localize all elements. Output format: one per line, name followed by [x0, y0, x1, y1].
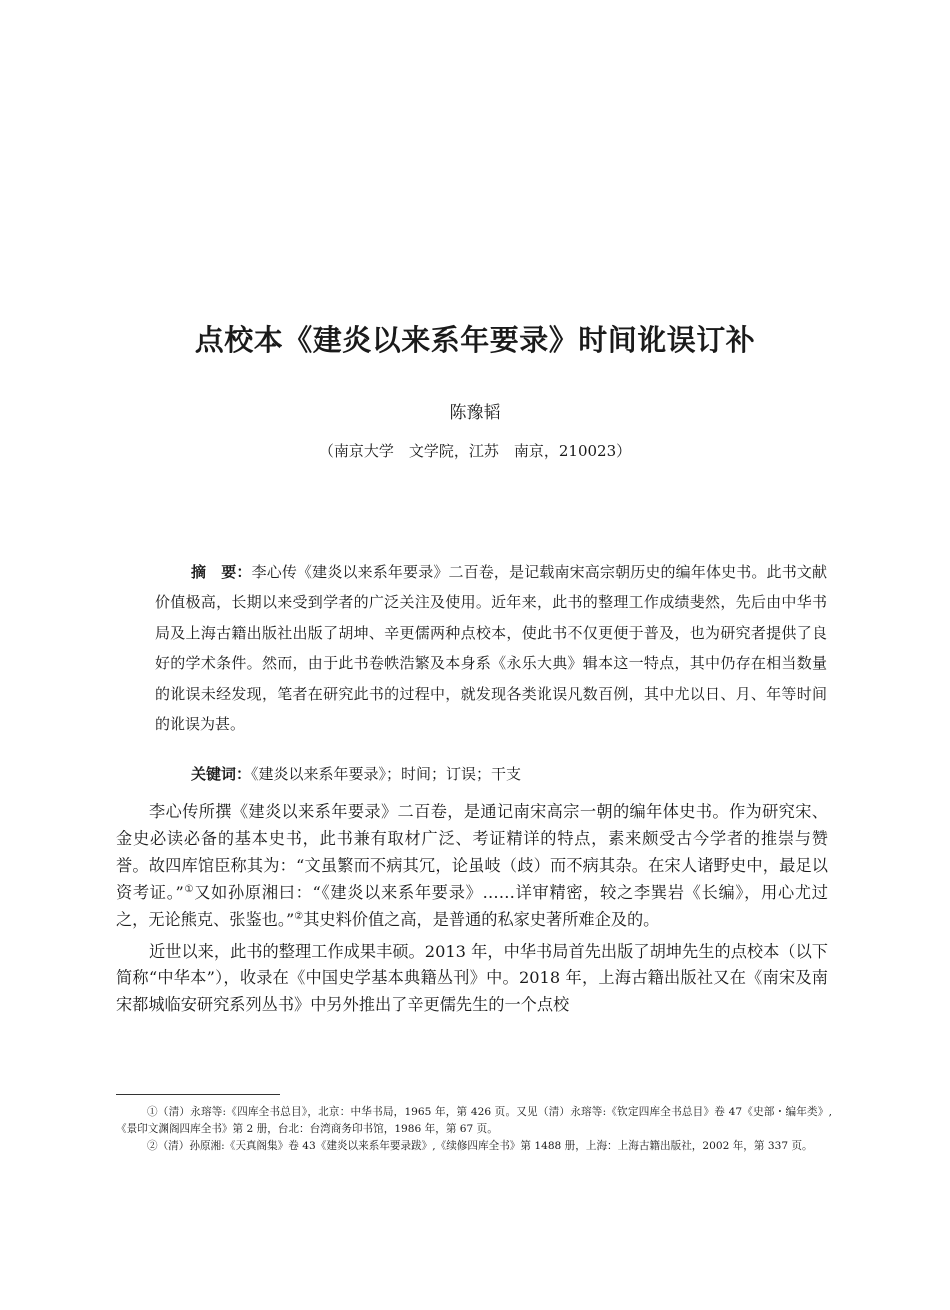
body-paragraph-1: [116, 799, 828, 934]
body-paragraph-2: 近世以来，此书的整理工作成果丰硕。2013 年，中华书局首先出版了胡坤先生的点校本（以下简称“中华本”），收录在《中国史学基本典籍丛刊》中。2018 年，上海古籍出版社又在《南宋及南宋都城临安研究系列丛书》中另外推出了辛更儒先生的一个点校: [116, 941, 828, 1015]
author-name: 陈豫韬: [449, 403, 501, 423]
footnote-2: ②（清）孙原湘:《天真阁集》卷 43《建炎以来系年要录跋》,《续修四库全书》第 1488 册，上海：上海古籍出版社，2002 年，第 337 页。: [147, 1140, 813, 1153]
keywords-text: 《建炎以来系年要录》；时间；订误；干支: [251, 765, 522, 783]
footnotes: [116, 1104, 832, 1156]
author-affiliation: （南京大学 文学院，江苏 南京，210023）: [318, 442, 632, 460]
keywords: [191, 759, 831, 789]
article-title: 点校本《建炎以来系年要录》时间讹误订补: [194, 323, 756, 357]
footnote-ref-2[interactable]: ②: [294, 910, 304, 922]
abstract-label: 摘 要：: [191, 563, 252, 581]
paragraph-1-part-c: 其史料价值之高，是普通的私家史著所难企及的。: [303, 909, 660, 929]
abstract: [155, 557, 827, 739]
footnote-1: ①（清）永瑢等:《四库全书总目》，北京：中华书局，1965 年，第 426 页。又见（清）永瑢等:《钦定四库全书总目》卷 47《史部・编年类》,《景印文渊阁四库全书》第 2 册，台北：台湾商务印书馆，1986 年，第 67 页。: [116, 1106, 832, 1136]
paragraph-1-part-b: 又如孙原湘曰：“《建炎以来系年要录》……详审精密，较之李巽岩《长编》，用心尤过之，无论熊克、张鉴也。”: [116, 882, 828, 929]
keywords-label: 关键词：: [191, 765, 252, 783]
abstract-text: 李心传《建炎以来系年要录》二百卷，是记载南宋高宗朝历史的编年体史书。此书文献价值极高，长期以来受到学者的广泛关注及使用。近年来，此书的整理工作成绩斐然，先后由中华书局及上海古籍出版社出版了胡坤、辛更儒两种点校本，使此书不仅更便于普及，也为研究者提供了良好的学术条件。然而，由于此书卷帙浩繁及本身系《永乐大典》辑本这一特点，其中仍存在相当数量的讹误未经发现，笔者在研究此书的过程中，就发现各类讹误凡数百例，其中尤以日、月、年等时间的讹误为甚。: [155, 563, 827, 734]
paragraph-1-part-a: 李心传所撰《建炎以来系年要录》二百卷，是通记南宋高宗一朝的编年体史书。作为研究宋、金史必读必备的基本史书，此书兼有取材广泛、考证精详的特点，素来颇受古今学者的推崇与赞誉。故四库馆臣称其为：“文虽繁而不病其冗，论虽岐（歧）而不病其杂。在宋人诸野史中，最足以资考证。”: [116, 802, 828, 902]
footnote-divider: [116, 1094, 280, 1095]
footnote-ref-1[interactable]: ①: [183, 883, 195, 895]
body-text: [116, 799, 828, 1024]
